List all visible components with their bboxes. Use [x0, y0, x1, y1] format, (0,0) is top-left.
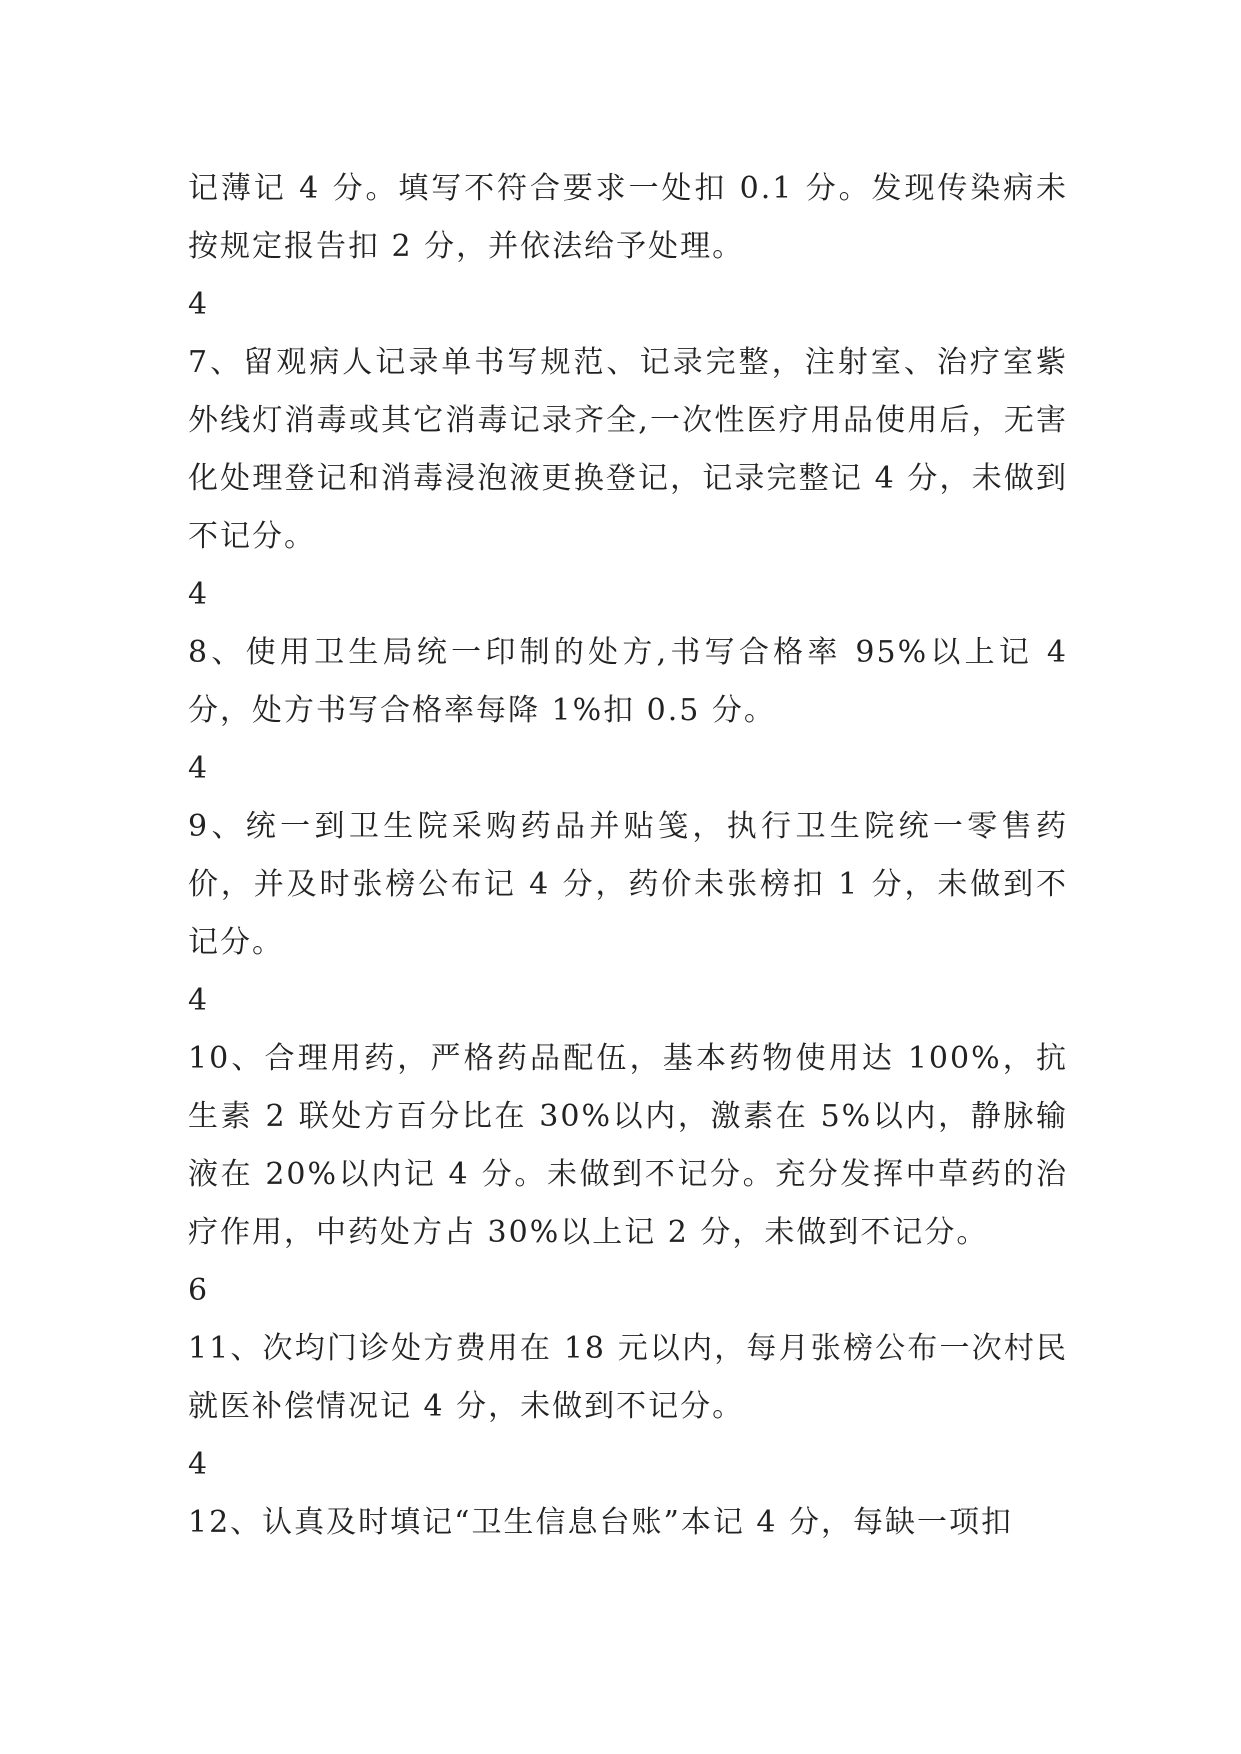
score-value: 4 [188, 1447, 210, 1482]
paragraph-item-7: 7、留观病人记录单书写规范、记录完整，注射室、治疗室紫外线灯消毒或其它消毒记录齐全,一次性医疗用品使用后，无害化处理登记和消毒浸泡液更换登记，记录完整记 4 分，未做到不记分。 [188, 345, 1068, 554]
score-value: 4 [188, 287, 210, 322]
score-value: 6 [188, 1273, 210, 1308]
paragraph-item-12: 12、认真及时填记“卫生信息台账”本记 4 分，每缺一项扣 [188, 1505, 1014, 1540]
document-body [188, 160, 1068, 1552]
score-value: 4 [188, 751, 210, 786]
paragraph-item-8: 8、使用卫生局统一印制的处方,书写合格率 95%以上记 4 分，处方书写合格率每降 1%扣 0.5 分。 [188, 635, 1068, 728]
paragraph-item-9: 9、统一到卫生院采购药品并贴笺，执行卫生院统一零售药价，并及时张榜公布记 4 分，药价未张榜扣 1 分，未做到不记分。 [188, 809, 1068, 960]
paragraph-item-6-continued: 记薄记 4 分。填写不符合要求一处扣 0.1 分。发现传染病未按规定报告扣 2 分，并依法给予处理。 [188, 171, 1068, 264]
paragraph-item-11: 11、次均门诊处方费用在 18 元以内，每月张榜公布一次村民就医补偿情况记 4 分，未做到不记分。 [188, 1331, 1068, 1424]
paragraph-item-10: 10、合理用药，严格药品配伍，基本药物使用达 100%，抗生素 2 联处方百分比在 30%以内，激素在 5%以内，静脉输液在 20%以内记 4 分。未做到不记分。充分发挥中草药的治疗作用，中药处方占 30%以上记 2 分，未做到不记分。 [188, 1041, 1068, 1250]
score-value: 4 [188, 577, 210, 612]
score-value: 4 [188, 983, 210, 1018]
